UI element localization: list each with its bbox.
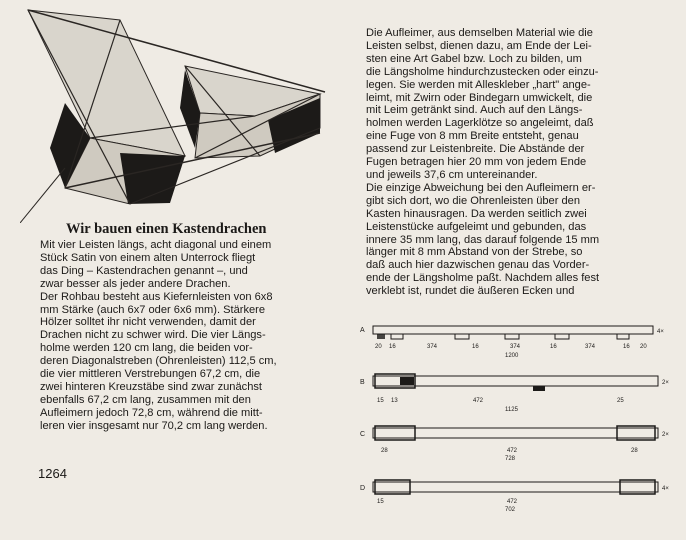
dim-a-7: 374	[585, 344, 596, 350]
dim-a-8: 16	[623, 344, 630, 350]
dim-a-4: 16	[472, 344, 479, 350]
dim-a-2: 16	[389, 344, 396, 350]
dim-a-1: 20	[375, 344, 382, 350]
dim-a-9: 20	[640, 344, 647, 350]
page-number: 1264	[38, 466, 67, 481]
construction-diagrams	[355, 320, 685, 520]
diagram-b-count: 2×	[662, 380, 669, 386]
diagram-b-letter: B	[360, 379, 365, 386]
dim-d-1: 15	[377, 499, 384, 505]
diagram-c-count: 2×	[662, 432, 669, 438]
right-column-text: Die Aufleimer, aus demselben Material wie die Leisten selbst, dienen dazu, am Ende der Lei- sten eine Art Gabel bzw. Loch zu bilden, um die Längsholme hindurchzustecken oder einzu- legen. Sie werden mit Alleskleber „hart" ange- leimt, mit Zwirn oder Bindegarn umwickelt, die mit Leim getränkt sind. Auch auf den Längs- holmen werden Lagerklötze so angeleimt, daß eine Fuge von 8 mm Breite entsteht, genau passend zur Leistenbreite. Die Abstände der Fugen betragen hier 20 mm von jedem Ende und jeweils 37,6 cm untereinander. Die einzige Abweichung bei den Aufleimern er- gibt sich dort, wo die Ohrenleisten über den Kasten hinausragen. Da werden seitlich zwei Leistenstücke aufgeleimt und gebunden, das innere 35 mm lang, das darauf folgende 15 mm länger mit 8 mm Abstand von der Strebe, so daß auch hier dazwischen genau das Vorder- ende der Längsholme paßt. Nachdem alles fest verklebt ist, rundet die äußeren Ecken und	[366, 27, 600, 298]
dim-a-3: 374	[427, 344, 438, 350]
diagram-a-count: 4×	[657, 329, 664, 335]
dim-c-total: 728	[505, 456, 516, 462]
dim-b-2: 13	[391, 398, 398, 404]
diagram-b	[360, 374, 669, 413]
diagram-a-letter: A	[360, 327, 365, 334]
dim-b-1: 15	[377, 398, 384, 404]
diagram-c-letter: C	[360, 431, 366, 438]
left-column-text: Mit vier Leisten längs, acht diagonal und einem Stück Satin von einem alten Unterrock fliegt das Ding – Kastendrachen genannt –, und zwar besser als jeder andere Drachen. Der Rohbau besteht aus Kiefernleisten von 6x8 mm Stärke (auch 6x7 oder 6x6 mm). Stärkere Hölzer solltet ihr nicht verwenden, damit der Drachen nicht zu schwer wird. Die vier Längs- holme werden 120 cm lang, die beiden vor- deren Diagonalstreben (Ohrenleisten) 112,5 cm, die vier mittleren Verstrebungen 67,2 cm, die zwei hinteren Kreuzstäbe sind zwar zunächst ebenfalls 67,2 cm lang, zusammen mit den Aufleimern jedoch 72,8 cm, während die mitt- leren vier insgesamt nur 70,2 cm lang werden.	[40, 239, 277, 432]
diagram-d-count: 4×	[662, 486, 669, 492]
dim-c-1: 28	[381, 448, 388, 454]
article-title: Wir bauen einen Kastendrachen	[66, 221, 267, 237]
diagram-a	[360, 326, 664, 359]
diagram-d	[360, 480, 669, 513]
dim-a-5: 374	[510, 344, 521, 350]
dim-c-2: 472	[507, 448, 518, 454]
dim-b-3: 472	[473, 398, 484, 404]
dim-a-6: 16	[550, 344, 557, 350]
dim-b-total: 1125	[505, 407, 518, 413]
dim-b-4: 25	[617, 398, 624, 404]
dim-a-total: 1200	[505, 353, 519, 359]
dim-d-2: 472	[507, 499, 518, 505]
diagram-d-letter: D	[360, 485, 366, 492]
diagram-c	[360, 426, 669, 462]
dim-c-3: 28	[631, 448, 638, 454]
dim-d-total: 702	[505, 507, 516, 513]
box-kite-illustration	[20, 8, 340, 223]
